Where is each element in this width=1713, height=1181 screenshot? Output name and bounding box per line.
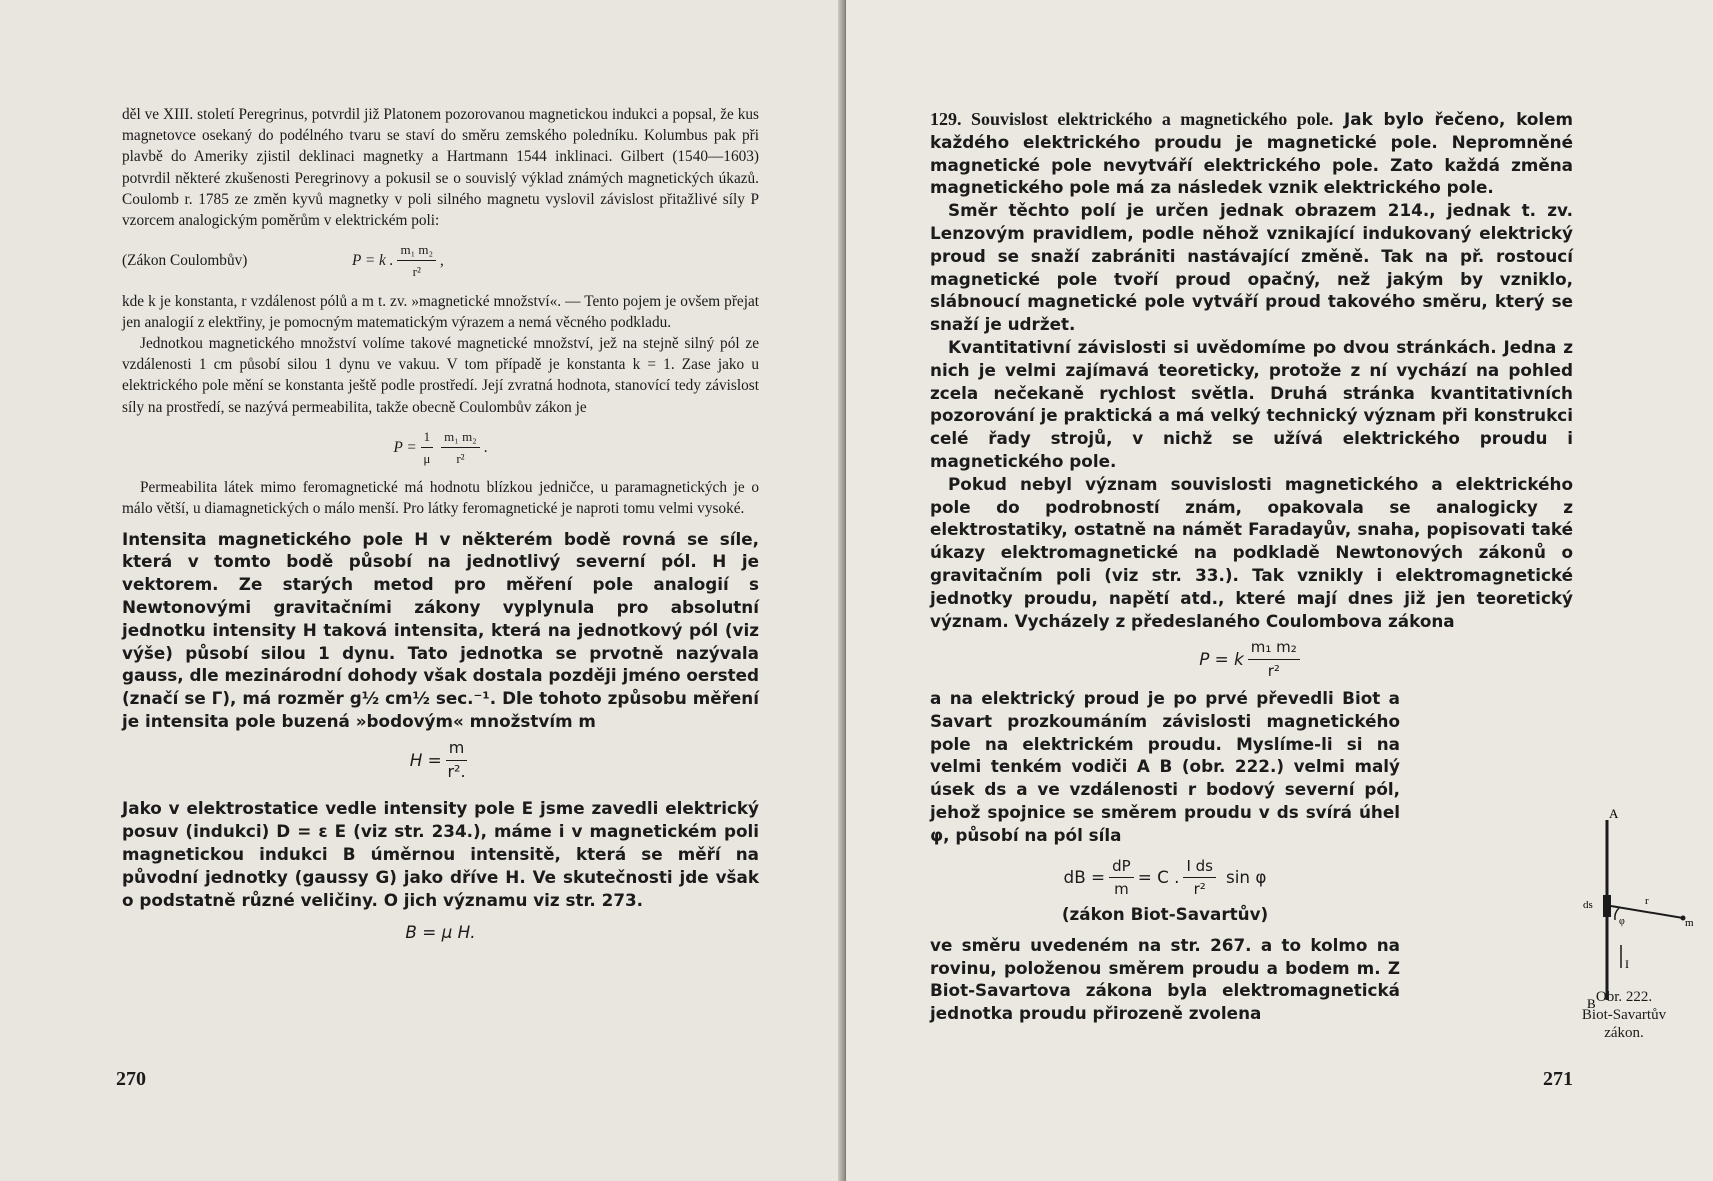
label-ds: ds [1583, 899, 1593, 911]
numerator: m₁ m₂ [441, 426, 480, 448]
figure-caption [1549, 988, 1699, 1042]
denominator: r² [412, 264, 421, 280]
induction-formula: B = μ H. [405, 922, 476, 943]
right-para-3: Kvantitativní závislosti si uvědomíme po dvou stránkách. Jedna z nich je velmi zajímavá teoreticky, protože z ní vychází na pohled zcela nečekaně rychlost světla. Druhá stránka kvantitativních pozorování je praktická a má velký technický význam při konstrukci celé řady strojů, v nichž se užívá elektrického proudu i magnetického pole. [930, 336, 1573, 471]
caption-line: Obr. 222. [1595, 989, 1653, 1005]
permeability-formula: P = $\frac{1}{\mu}$ $\frac{\text{m₁ m₂}}{\text{r²}}$ . [122, 426, 759, 469]
left-para-1: děl ve XIII. století Peregrinus, potvrdil již Platonem pozorovanou magnetickou indukci a popsal, že kus magnetovce osekaný do podélného tvaru se staví do směru zemského poledníku. Kolumbus pak při plavbě do Ameriky zjistil deklinaci magnetky a Hartmann 1544 inklinaci. Gilbert (1540—1603) potvrdil některé zkušenosti Peregrinovy a pokusil se o souvislý výklad známých magnetických úkazů. Coulomb r. 1785 ze změn kyvů magnetky v poli silného magnetu vyslovil závislost přitažlivé síly P vzorcem analogickým poměrům v elektrickém poli: [122, 106, 759, 230]
fraction [446, 737, 468, 784]
page-number: 270 [116, 1068, 146, 1090]
denominator: r² [456, 451, 465, 467]
fraction [441, 426, 480, 469]
numerator: dP [1109, 855, 1134, 879]
coulomb-law-formula: (Zákon Coulombův) P = k . $\frac{\text{m₁ m₂}}{\text{r²}}$ , [122, 239, 759, 282]
label-r: r [1645, 895, 1649, 907]
numerator: m₁ m₂ [1248, 636, 1300, 660]
formula-lhs: P = k . [352, 252, 394, 270]
denominator: r² [1193, 880, 1206, 899]
formula-mid: = C . [1137, 867, 1180, 888]
right-para-1 [930, 108, 1573, 199]
label-m: m [1685, 917, 1694, 929]
ds-segment [1603, 895, 1611, 917]
formula-lhs: P = [393, 438, 417, 456]
left-para-6: Jako v elektrostatice vedle intensity pole E jsme zavedli elektrický posuv (indukci) D = ε E (viz str. 234.), máme i v magnetickém poli magnetickou indukci B úměrnou intensitě, která se měří na původní jednotky (gaussy G) jako dříve H. Ve skutečnosti jde však o podstatně různé veličiny. O jich významu viz str. 273. [122, 798, 759, 910]
numerator: I ds [1183, 855, 1216, 879]
fraction [397, 239, 436, 282]
caption-line: zákon. [1604, 1025, 1644, 1041]
denominator: r². [447, 761, 466, 781]
left-para-5: Intensita magnetického pole H v některém bodě rovná se síle, která v tomto bodě působí na jednotlivý severní pól. H je vektorem. Ze starých metod pro měření pole analogií s Newtonovými gravitačními zákony vyplynula pro absolutní jednotku intensity H taková intensita, která na jednotkový pól (viz výše) působí silou 1 dynu. Tato jednotka se prvotně nazývala gauss, dle mezinárodní dohody však dostala později jméno oersted (značí se Γ), má rozměr g½ cm½ sec.⁻¹. Dle tohoto způsobu měření je intensita pole buzená »bodovým« množstvím m [122, 528, 759, 732]
label-a: A [1609, 806, 1619, 821]
denominator: r² [1267, 662, 1280, 681]
left-page [0, 0, 845, 1181]
denominator: μ [423, 451, 431, 467]
label-b: B [1587, 996, 1596, 1011]
biot-savart-figure [1555, 800, 1695, 1020]
right-page [846, 0, 1713, 1181]
formula-lhs: dB = [1063, 867, 1106, 888]
fraction [1248, 636, 1300, 683]
label-phi: φ [1619, 916, 1625, 927]
right-para-6: ve směru uvedeném na str. 267. a to kolmo na rovinu, položenou směrem proudu a bodem m. Z Biot-Savartova zákona byla elektromagnetická jednotka proudu přirozeně zvolena [930, 934, 1400, 1024]
numerator: m₁ m₂ [397, 239, 436, 261]
law-label: (Zákon Coulombův) [122, 252, 248, 270]
numerator: m [446, 737, 468, 761]
intensity-formula [122, 737, 759, 784]
fraction [1183, 855, 1216, 902]
left-para-4: Permeabilita látek mimo feromagnetické má hodnotu blízkou jedničce, u paramagnetických je o málo větší, u diamagnetických o málo menší. Pro látky feromagnetické je naproti tomu velmi vysoké. [122, 479, 759, 518]
label-i: I [1625, 957, 1629, 971]
right-para-4: Pokud nebyl význam souvislosti magnetického a elektrického pole do podrobností znám, opakovala se analogicky z elektrostatiky, ostatně na námět Faradayův, snaha, popisovati také úkazy elektromagnetické na podkladě Newtonových zákonů o gravitačním poli (viz str. 33.). Tak vznikly i elektromagnetické jednotky proudu, napětí atd., které mají dnes již jen teoretický význam. Vycházely z předeslaného Coulombova zákona [930, 473, 1573, 631]
denominator: m [1114, 880, 1129, 899]
caption-line: Biot-Savartův [1581, 1007, 1667, 1023]
page-number: 271 [1543, 1068, 1573, 1090]
coulomb-formula-right [930, 636, 1573, 683]
biot-savart-formula [930, 855, 1400, 902]
formula-lhs: H = [409, 749, 442, 770]
formula-lhs: P = k [1199, 649, 1244, 670]
right-para-2: Směr těchto polí je určen jednak obrazem 214., jednak t. zv. Lenzovým pravidlem, podle něhož vznikající indukovaný elektrický proud se snaží zabrániti nastávající změně. Tak na př. rostoucí magnetické pole tvoří proud opačný, než jakým by vzniklo, slábnoucí magnetické pole vytváří proud takového směru, který se snaží je udržet. [930, 200, 1573, 335]
numerator: 1 [421, 426, 434, 448]
left-para-3: Jednotkou magnetického množství volíme takové magnetické množství, jež na stejně silný pól ze vzdálenosti 1 cm působí silou 1 dynu ve vakuu. V tom případě je konstanta k = 1. Zase jako u elektrického pole mění se konstanta ještě podle prostředí. Její zvratná hodnota, stanovící tedy závislost síly na prostředí, se nazývá permeabilita, takže obecně Coulombův zákon je [122, 335, 759, 416]
fraction [1109, 855, 1134, 902]
right-para-5: a na elektrický proud je po prvé převedli Biot a Savart prozkoumáním závislosti magnetického pole na elektrickém proudu. Myslíme-li si na velmi tenkém vodiči A B (obr. 222.) velmi malý úsek ds a ve vzdálenosti r bodový severní pól, jehož spojnice se směrem proudu v ds svírá úhel φ, působí na pól síla [930, 687, 1400, 845]
formula-rhs: sin φ [1226, 867, 1267, 888]
biot-savart-label: (zákon Biot-Savartův) [1061, 904, 1269, 925]
right-para-1-text: Jak bylo řečeno, kolem každého elektrického proudu je magnetické pole. Nepromněné magnetické pole nevytváří elektrického pole. Zato každá změna magnetického pole má za následek vznik elektrického pole. [930, 109, 1574, 198]
fraction [421, 426, 434, 469]
left-para-2: kde k je konstanta, r vzdálenost pólů a m t. zv. »magnetické množství«. — Tento pojem je ovšem přejat jen analogií z elektřiny, je pomocným matematickým výrazem a nemá věcného podkladu. [122, 292, 759, 331]
section-heading: 129. Souvislost elektrického a magnetického pole. [930, 109, 1334, 129]
